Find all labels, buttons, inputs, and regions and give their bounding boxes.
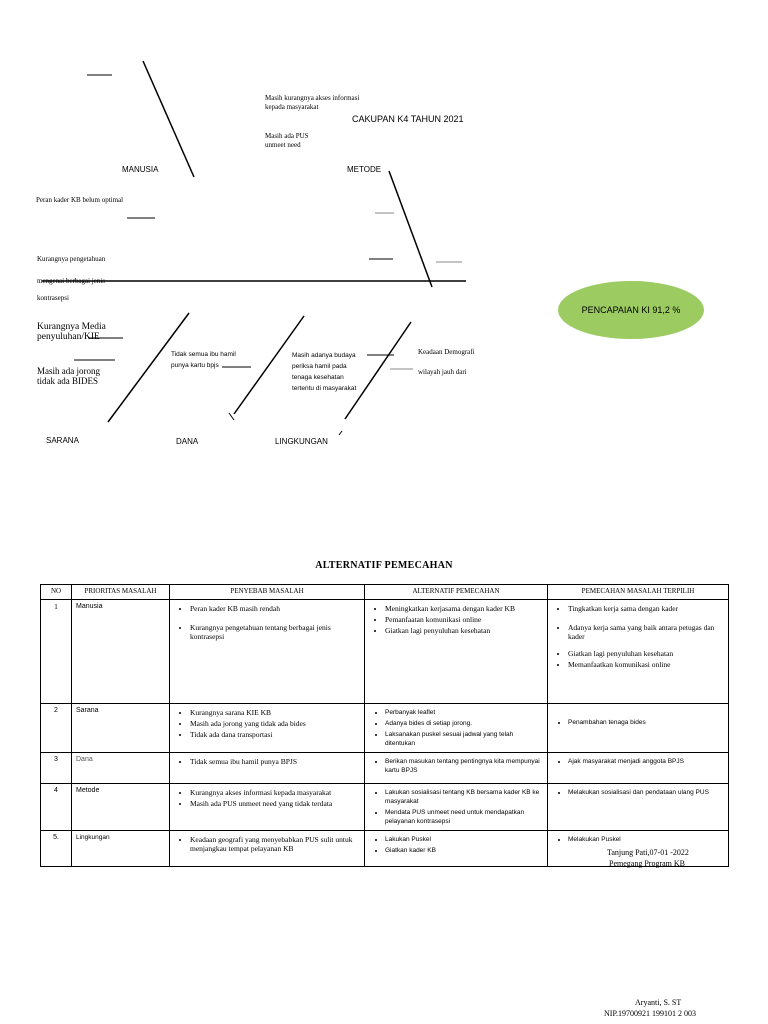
row-penyebab (170, 704, 365, 753)
row-prioritas: Sarana (72, 704, 170, 753)
row-alternatif (365, 600, 548, 704)
list-item: • Tingkatkan kerja sama dengan kader (568, 604, 724, 613)
effect-label: PENCAPAIAN KI 91,2 % (581, 305, 681, 315)
signature-name: Aryanti, S. ST (635, 998, 682, 1007)
list-item: • Ajak masyarakat menjadi anggota BPJS (568, 757, 724, 766)
header-prioritas: PRIORITAS MASALAH (72, 585, 170, 600)
row-prioritas: Manusia (72, 600, 170, 704)
category-manusia: MANUSIA (122, 165, 159, 174)
header-no: NO (41, 585, 72, 600)
cause-kartu-bpjs: Tidak semua ibu hamil punya kartu bpjs (171, 351, 236, 369)
list-item: • Memanfaatkan komunikasi online (568, 660, 724, 669)
effect-ellipse (558, 281, 704, 339)
cause-pengetahuan-3: kontrasepsi (37, 294, 69, 302)
table-row (41, 784, 729, 831)
cause-pengetahuan-1: Kurangnya pengetahuan (37, 255, 106, 263)
list-item: • Lakukan Puskel (385, 835, 543, 844)
category-lingkungan: LINGKUNGAN (275, 437, 328, 446)
list-item: • Tidak semua ibu hamil punya BPJS (190, 757, 360, 766)
row-no: 5. (41, 831, 72, 867)
row-terpilih (548, 784, 729, 831)
category-dana: DANA (176, 437, 199, 446)
list-item: • Adanya kerja sama yang baik antara petugas dan kader (568, 623, 724, 641)
table-row (41, 753, 729, 784)
row-no: 4 (41, 784, 72, 831)
list-item: • Laksanakan puskel sesuai jadwal yang telah ditentukan (385, 730, 543, 748)
header-alternatif: ALTERNATIF PEMECAHAN (365, 585, 548, 600)
list-item: • Penambahan tenaga bides (568, 718, 724, 727)
list-item: • Adanya bides di setiap jorong. (385, 719, 543, 728)
row-penyebab (170, 753, 365, 784)
cause-budaya-periksa: Masih adanya budaya periksa hamil pada tenaga kesehatan tertentu di masyarakat (292, 352, 357, 392)
table-row (41, 704, 729, 753)
table-row (41, 600, 729, 704)
list-item: • Kurangnya pengetahuan tentang berbagai jenis kontrasepsi (190, 623, 360, 641)
signature-nip: NIP.19700921 199101 2 003 (604, 1009, 697, 1018)
list-item: • Giatkan lagi penyuluhan kesehatan (568, 649, 724, 658)
row-alternatif (365, 704, 548, 753)
cause-peran-kader: Peran kader KB belum optimal (36, 196, 124, 204)
row-terpilih (548, 704, 729, 753)
signature-place-date: Tanjung Pati,07-01 -2022 (607, 848, 689, 857)
row-prioritas: Metode (72, 784, 170, 831)
row-no: 3 (41, 753, 72, 784)
row-alternatif (365, 831, 548, 867)
list-item: • Pemanfaatan komunikasi online (385, 615, 543, 624)
table-header-row (41, 585, 729, 600)
list-item: • Tidak ada dana transportasi (190, 730, 360, 739)
list-item: • Melakukan Puskel (568, 835, 724, 844)
cause-demografi: Keadaan Demografi (418, 348, 475, 356)
cause-akses-informasi: Masih kurangnya akses informasi kepada masyarakat (265, 94, 360, 111)
row-alternatif (365, 784, 548, 831)
row-prioritas: Dana (72, 753, 170, 784)
list-item: • Masih ada PUS unmeet need yang tidak terdata (190, 799, 360, 808)
signature-role: Pemegang Program KB (609, 859, 685, 868)
list-item: • Berikan masukan tentang pentingnya kita mempunyai kartu BPJS (385, 757, 543, 775)
list-item: • Meningkatkan kerjasama dengan kader KB (385, 604, 543, 613)
header-penyebab: PENYEBAB MASALAH (170, 585, 365, 600)
list-item: • Kurangnya sarana KIE KB (190, 708, 360, 717)
cause-media-penyuluhan: Kurangnya Media penyuluhan/KIE (37, 322, 106, 342)
header-terpilih: PEMECAHAN MASALAH TERPILIH (548, 585, 729, 600)
list-item: • Kurangnya akses informasi kepada masyarakat (190, 788, 360, 797)
list-item: • Keadaan geografi yang menyebabkan PUS sulit untuk menjangkau tempat pelayanan KB (190, 835, 360, 853)
list-item: • Giatkan lagi penyuluhan kesehatan (385, 626, 543, 635)
cause-unmeet-need: Masih ada PUS unmeet need (265, 132, 309, 149)
category-sarana: SARANA (46, 436, 79, 445)
cause-wilayah-jauh: wilayah jauh dari (418, 368, 467, 376)
list-item: • Giatkan kader KB (385, 846, 543, 855)
list-item: • Melakukan sosialisasi dan pendataan ulang PUS (568, 788, 724, 797)
list-item: • Masih ada jorong yang tidak ada bides (190, 719, 360, 728)
cause-pengetahuan-2: mengenai berbagai jenis (37, 277, 106, 285)
row-terpilih (548, 600, 729, 704)
row-prioritas: Lingkungan (72, 831, 170, 867)
cause-jorong-bides: Masih ada jorong tidak ada BIDES (37, 366, 100, 386)
alternatif-table (40, 584, 729, 867)
list-item: • Lakukan sosialisasi tentang KB bersama kader KB ke masyarakat (385, 788, 543, 806)
row-penyebab (170, 600, 365, 704)
row-no: 1 (41, 600, 72, 704)
list-item: • Mendata PUS unmeet need untuk mendapatkan pelayanan kontrasepsi (385, 808, 543, 826)
row-alternatif (365, 753, 548, 784)
diagram-title: CAKUPAN K4 TAHUN 2021 (352, 114, 464, 124)
category-metode: METODE (347, 165, 382, 174)
section-title: ALTERNATIF PEMECAHAN (315, 560, 453, 571)
list-item: • Perbanyak leaflet (385, 708, 543, 717)
row-penyebab (170, 831, 365, 867)
row-no: 2 (41, 704, 72, 753)
row-penyebab (170, 784, 365, 831)
row-terpilih (548, 753, 729, 784)
list-item: • Peran kader KB masih rendah (190, 604, 360, 613)
